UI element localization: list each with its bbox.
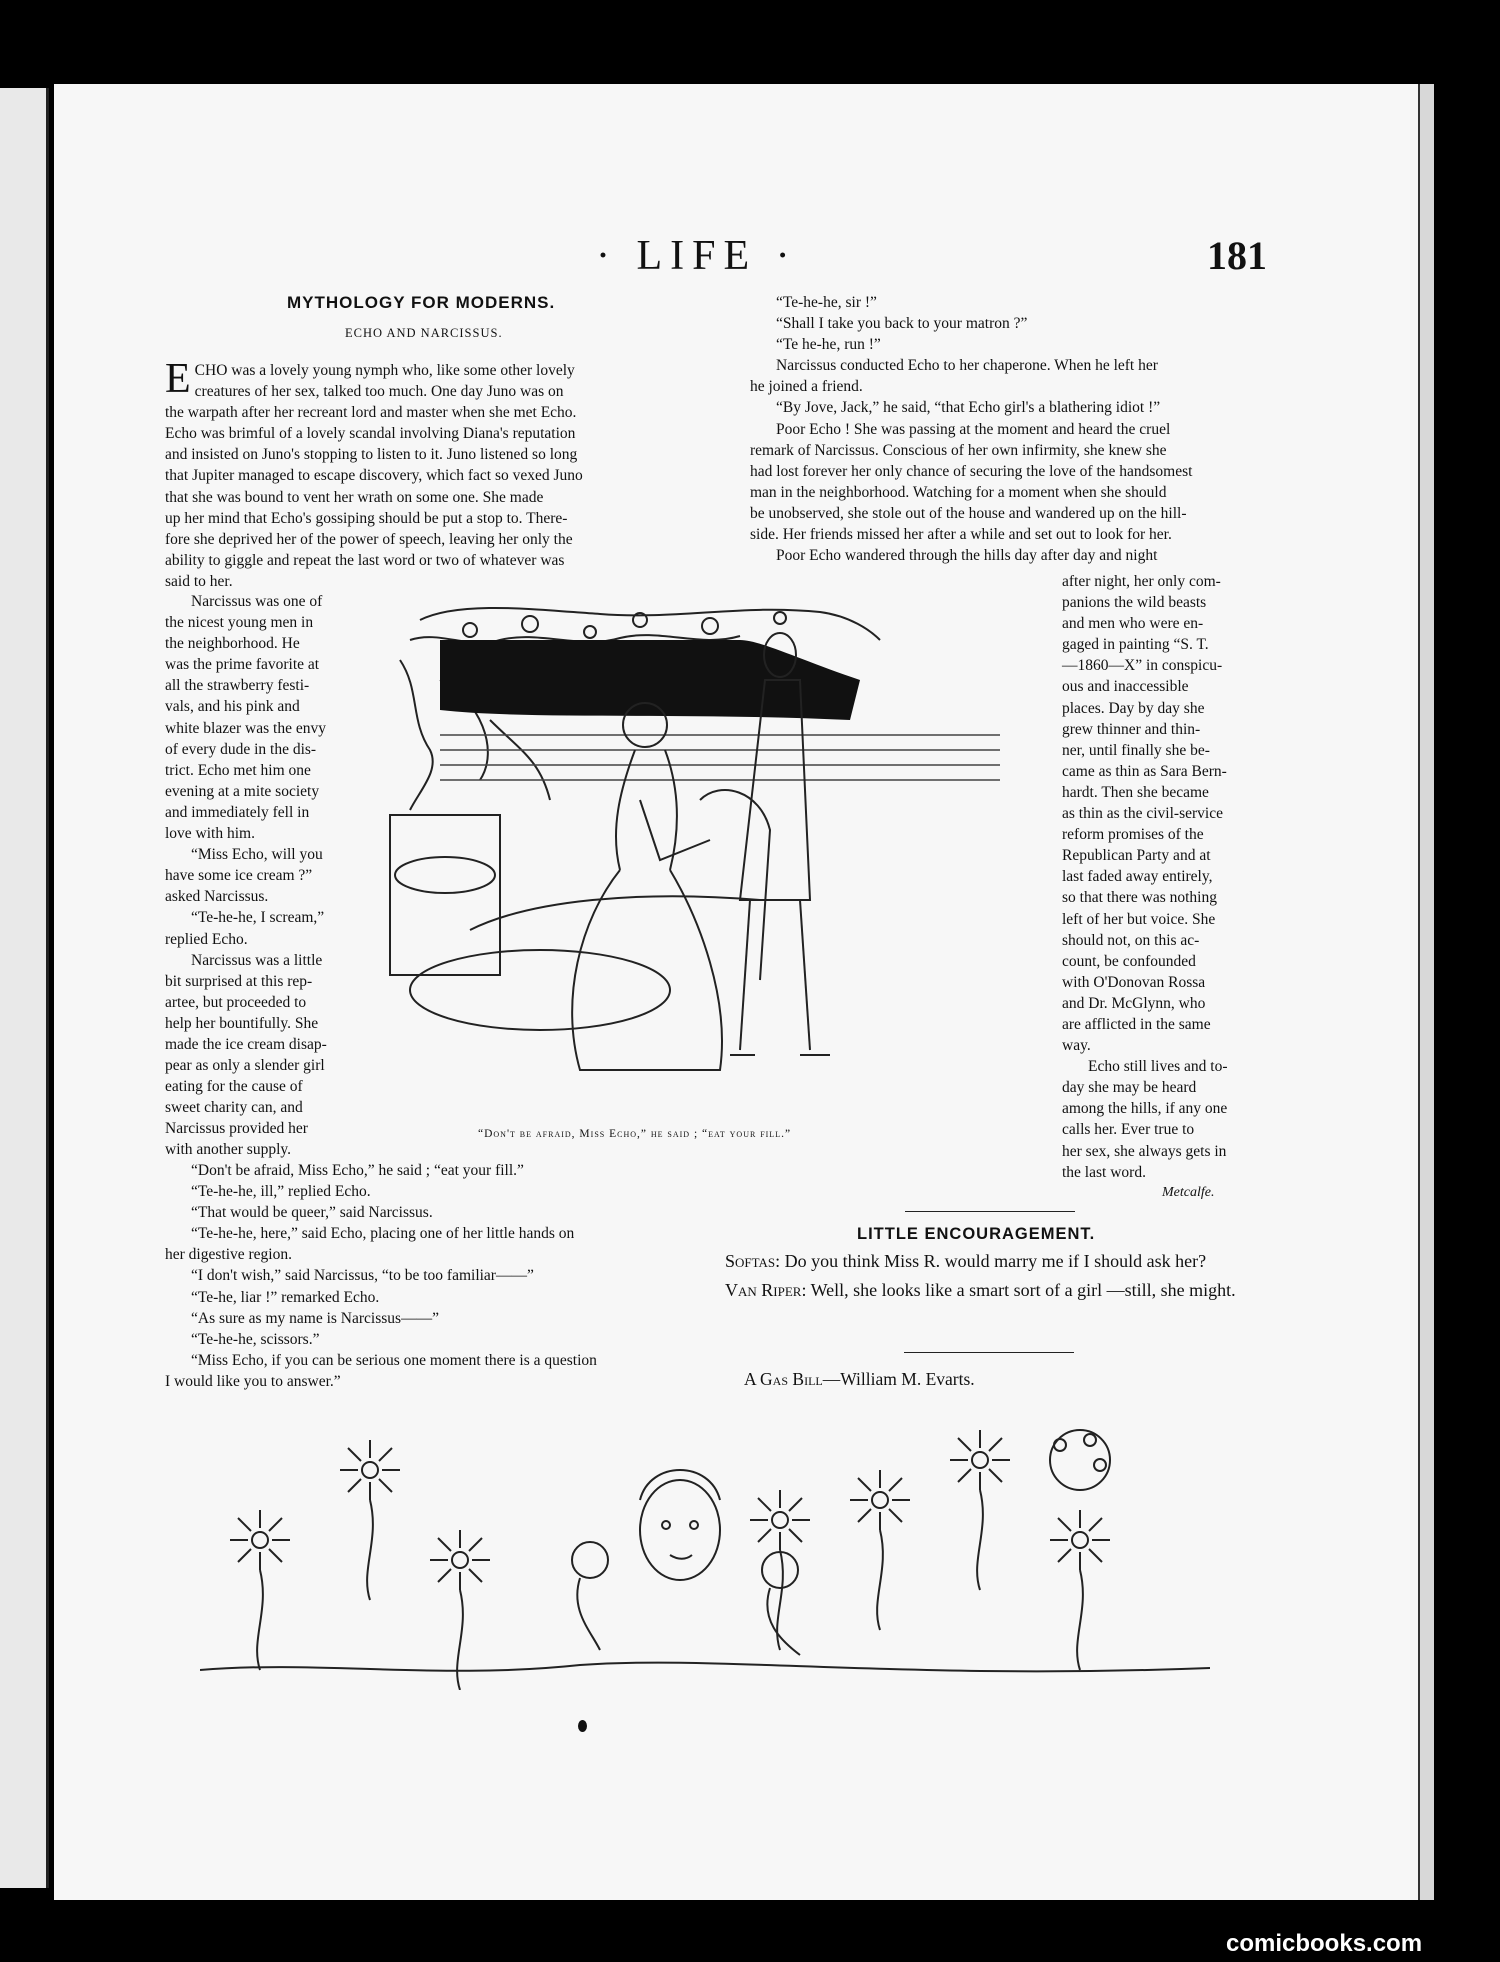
leftTop-line: up her mind that Echo's gossiping should be put a stop to. There-: [165, 509, 568, 527]
softas-line: : Do you think Miss R. would marry me if I should ask her?: [775, 1251, 1207, 1271]
leftNarrow-line: the neighborhood. He: [165, 635, 300, 653]
van-riper-line: : Well, she looks like a smart sort of a girl —still, she might.: [801, 1280, 1236, 1300]
leftNarrow-line: artee, but proceeded to: [165, 993, 307, 1011]
section-rule: [905, 1211, 1075, 1212]
right-narrow-column: [1062, 571, 1262, 1183]
left-column-bottom: [165, 1160, 700, 1392]
leftNarrow-line: vals, and his pink and: [165, 698, 300, 716]
leftNarrow-line: sweet charity can, and: [165, 1099, 303, 1117]
rightNarrow-line: —1860—X” in conspicu-: [1062, 657, 1223, 675]
rightNarrow-line: calls her. Ever true to: [1062, 1121, 1195, 1139]
rightNarrow-line: gaged in painting “S. T.: [1062, 636, 1209, 654]
drop-cap: E: [165, 356, 191, 402]
rightTop-line: “Te he-he, run !”: [776, 336, 881, 354]
rightTop-line: remark of Narcissus. Conscious of her own infirmity, she knew she: [750, 441, 1167, 459]
encouragement-title: LITTLE ENCOURAGEMENT.: [857, 1225, 1096, 1243]
rightTop-line: had lost forever her only chance of securing the love of the handsomest: [750, 462, 1193, 480]
rightNarrow-line: Echo still lives and to-: [1088, 1058, 1228, 1076]
illustration-caption: “Don't be afraid, Miss Echo,” he said ; “eat your fill.”: [478, 1128, 792, 1140]
rightTop-line: Poor Echo wandered through the hills day after day and night: [776, 547, 1158, 565]
leftBottom-line: “Te-he-he, ill,” replied Echo.: [191, 1183, 371, 1201]
rightNarrow-line: Republican Party and at: [1062, 847, 1211, 865]
page-spine: [1418, 84, 1434, 1900]
gas-bill-title: A Gas Bill: [744, 1369, 823, 1389]
rightTop-line: “By Jove, Jack,” he said, “that Echo girl's a blathering idiot !”: [776, 399, 1161, 417]
leftTop-line: ability to giggle and repeat the last word or two of whatever was: [165, 551, 565, 569]
leftTop-line: that she was bound to vent her wrath on some one. She made: [165, 488, 544, 506]
floral-border-illustration: [200, 1410, 1210, 1690]
leftNarrow-line: Narcissus provided her: [165, 1120, 308, 1138]
leftNarrow-line: and immediately fell in: [165, 803, 310, 821]
rightTop-line: man in the neighborhood. Watching for a moment when she should: [750, 483, 1167, 501]
leftBottom-line: “I don't wish,” said Narcissus, “to be too familiar——”: [191, 1267, 534, 1285]
leftNarrow-line: Narcissus was a little: [191, 951, 323, 969]
masthead: · LIFE ·: [596, 233, 798, 279]
rightNarrow-line: grew thinner and thin-: [1062, 720, 1201, 738]
article-subtitle: ECHO AND NARCISSUS.: [345, 326, 503, 340]
softas-speaker: Softas: [725, 1251, 776, 1271]
leftBottom-line: “Don't be afraid, Miss Echo,” he said ; “eat your fill.”: [191, 1162, 524, 1179]
leftTop-line: the warpath after her recreant lord and master when she met Echo.: [165, 404, 577, 422]
rightNarrow-line: after night, her only com-: [1062, 573, 1221, 590]
leftNarrow-line: Narcissus was one of: [191, 593, 323, 610]
leftTop-line: creatures of her sex, talked too much. One day Juno was on: [194, 383, 564, 401]
rightTop-line: side. Her friends missed her after a while and set out to look for her.: [750, 526, 1172, 544]
encouragement-text: [725, 1249, 1260, 1303]
article-signature: Metcalfe.: [1162, 1185, 1215, 1200]
leftNarrow-line: with another supply.: [165, 1141, 291, 1159]
rightTop-line: be unobserved, she stole out of the house and wandered up on the hill-: [750, 504, 1187, 522]
rightTop-line: he joined a friend.: [750, 378, 863, 396]
left-narrow-column: [165, 591, 362, 1161]
rightNarrow-line: and men who were en-: [1062, 615, 1204, 633]
rightTop-line: Poor Echo ! She was passing at the moment and heard the cruel: [776, 420, 1171, 438]
rightNarrow-line: with O'Donovan Rossa: [1062, 973, 1206, 991]
leftNarrow-line: eating for the cause of: [165, 1078, 303, 1096]
gas-bill-text: —William M. Evarts.: [822, 1369, 975, 1389]
rightNarrow-line: as thin as the civil-service: [1062, 805, 1223, 823]
rightNarrow-line: so that there was nothing: [1062, 889, 1217, 907]
rightNarrow-line: last faded away entirely,: [1062, 868, 1213, 886]
rightTop-line: Narcissus conducted Echo to her chaperone. When he left her: [776, 357, 1158, 375]
leftBottom-line: “That would be queer,” said Narcissus.: [191, 1204, 433, 1222]
leftTop-line: said to her.: [165, 572, 233, 590]
leftNarrow-line: “Te-he-he, I scream,”: [191, 909, 325, 927]
rightNarrow-line: her sex, she always gets in: [1062, 1142, 1227, 1160]
leftNarrow-line: evening at a mite society: [165, 782, 320, 800]
echo-narcissus-illustration: [380, 600, 1012, 1090]
rightNarrow-line: the last word.: [1062, 1163, 1146, 1181]
page-number: 181: [1207, 233, 1267, 278]
rightNarrow-line: way.: [1062, 1037, 1091, 1055]
rightNarrow-line: and Dr. McGlynn, who: [1062, 994, 1206, 1012]
leftNarrow-line: “Miss Echo, will you: [191, 846, 323, 864]
leftTop-line: CHO was a lovely young nymph who, like some other lovely: [194, 362, 575, 379]
leftBottom-line: “Miss Echo, if you can be serious one moment there is a question: [191, 1351, 597, 1369]
leftTop-line: fore she deprived her of the power of speech, leaving her only the: [165, 530, 573, 548]
leftBottom-line: “Te-he, liar !” remarked Echo.: [191, 1288, 380, 1306]
section-rule-2: [904, 1352, 1074, 1353]
watermark: comicbooks.com: [1226, 1930, 1423, 1957]
rightTop-line: “Shall I take you back to your matron ?”: [776, 315, 1028, 333]
rightNarrow-line: should not, on this ac-: [1062, 931, 1200, 949]
rightNarrow-line: hardt. Then she became: [1062, 783, 1209, 801]
rightNarrow-line: places. Day by day she: [1062, 699, 1205, 717]
rightNarrow-line: reform promises of the: [1062, 826, 1204, 844]
leftBottom-line: “As sure as my name is Narcissus——”: [191, 1309, 439, 1327]
leftNarrow-line: have some ice cream ?”: [165, 867, 313, 885]
leftNarrow-line: of every dude in the dis-: [165, 740, 317, 758]
leftNarrow-line: was the prime favorite at: [165, 656, 320, 674]
page-mark: [578, 1720, 587, 1732]
leftBottom-line: “Te-he-he, here,” said Echo, placing one of her little hands on: [191, 1225, 575, 1243]
rightNarrow-line: are afflicted in the same: [1062, 1015, 1211, 1033]
leftTop-line: that Jupiter managed to escape discovery, which fact so vexed Juno: [165, 467, 583, 485]
leftNarrow-line: pear as only a slender girl: [165, 1057, 325, 1075]
gas-bill-joke: [744, 1369, 975, 1390]
leftBottom-line: her digestive region.: [165, 1246, 292, 1264]
leftNarrow-line: love with him.: [165, 825, 255, 843]
leftTop-line: and insisted on Juno's stopping to listen to it. Juno listened so long: [165, 446, 578, 464]
rightNarrow-line: count, be confounded: [1062, 952, 1196, 970]
facing-page-edge: [0, 88, 49, 1888]
rightNarrow-line: left of her but voice. She: [1062, 910, 1216, 928]
rightNarrow-line: day she may be heard: [1062, 1079, 1197, 1097]
article-title: MYTHOLOGY FOR MODERNS.: [287, 293, 556, 312]
rightNarrow-line: among the hills, if any one: [1062, 1100, 1228, 1118]
leftNarrow-line: bit surprised at this rep-: [165, 972, 313, 990]
leftTop-line: Echo was brimful of a lovely scandal involving Diana's reputation: [165, 425, 576, 443]
leftBottom-line: “Te-he-he, scissors.”: [191, 1330, 320, 1348]
left-column-top: [165, 356, 700, 592]
van-riper-speaker: Van Riper: [725, 1280, 802, 1300]
leftNarrow-line: asked Narcissus.: [165, 888, 269, 906]
rightNarrow-line: ner, until finally she be-: [1062, 741, 1210, 759]
leftNarrow-line: the nicest young men in: [165, 614, 314, 632]
leftBottom-line: I would like you to answer.”: [165, 1372, 341, 1390]
leftNarrow-line: trict. Echo met him one: [165, 761, 311, 779]
leftNarrow-line: replied Echo.: [165, 930, 248, 948]
leftNarrow-line: help her bountifully. She: [165, 1014, 319, 1032]
leftNarrow-line: all the strawberry festi-: [165, 677, 310, 695]
leftNarrow-line: made the ice cream disap-: [165, 1035, 327, 1053]
rightNarrow-line: panions the wild beasts: [1062, 594, 1207, 612]
right-column-top: [750, 292, 1262, 566]
leftNarrow-line: white blazer was the envy: [165, 719, 326, 737]
rightTop-line: “Te-he-he, sir !”: [776, 294, 877, 311]
rightNarrow-line: ous and inaccessible: [1062, 678, 1189, 696]
rightNarrow-line: came as thin as Sara Bern-: [1062, 762, 1227, 780]
